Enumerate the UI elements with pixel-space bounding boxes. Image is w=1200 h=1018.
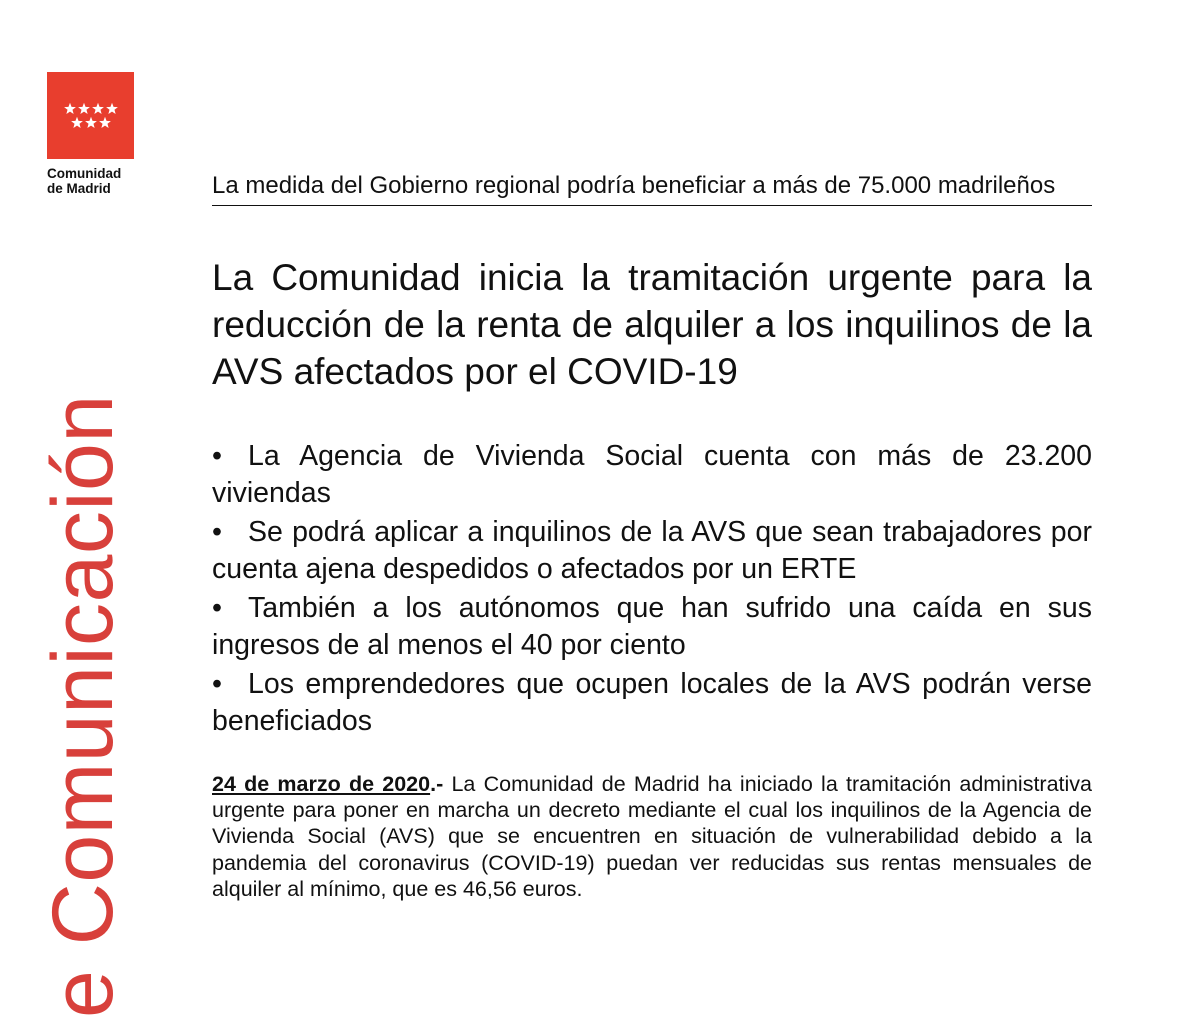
star-icon [64, 103, 76, 114]
organization-name-line2: de Madrid [47, 181, 111, 196]
organization-name-line1: Comunidad [47, 166, 122, 181]
bullet-icon: • [212, 440, 222, 472]
organization-name [47, 166, 157, 196]
highlight-text: Los emprendedores que ocupen locales de la AVS podrán verse beneficiados [212, 668, 1092, 737]
highlights-list [212, 438, 1092, 739]
highlight-item [212, 666, 1092, 739]
star-icon [99, 117, 111, 128]
headline: La Comunidad inicia la tramitación urgente para la reducción de la renta de alquiler a los inquilinos de la AVS afectados por el COVID-19 [212, 257, 1092, 392]
bullet-icon: • [212, 516, 222, 548]
bullet-icon: • [212, 668, 222, 700]
dateline: 24 de marzo de 2020 [212, 772, 431, 796]
dateline-separator: .- [430, 772, 444, 796]
star-icon [106, 103, 118, 114]
side-section-label: e Comunicación [35, 394, 131, 1018]
star-icon [78, 103, 90, 114]
highlight-item [212, 438, 1092, 511]
star-icon [92, 103, 104, 114]
star-icon [85, 117, 97, 128]
highlight-text: La Agencia de Vivienda Social cuenta con más de 23.200 viviendas [212, 440, 1092, 509]
bullet-icon: • [212, 592, 222, 624]
star-icon [71, 117, 83, 128]
highlight-text: También a los autónomos que han sufrido una caída en sus ingresos de al menos el 40 por ciento [212, 592, 1092, 661]
highlight-item [212, 590, 1092, 663]
highlight-item [212, 514, 1092, 587]
comunidad-madrid-logo [47, 72, 134, 159]
seven-stars-logo-icon [47, 72, 134, 159]
body-paragraph [212, 771, 1092, 902]
press-release-content [212, 170, 1092, 924]
highlight-text: Se podrá aplicar a inquilinos de la AVS que sean trabajadores por cuenta ajena despedidos o afectados por un ERTE [212, 516, 1092, 585]
kicker-subtitle: La medida del Gobierno regional podría beneficiar a más de 75.000 madrileños [212, 170, 1092, 206]
body-text: La Comunidad de Madrid ha iniciado la tramitación administrativa urgente para poner en marcha un decreto mediante el cual los inquilinos de la Agencia de Vivienda Social (AVS) que se encuentren en situación de vulnerabilidad debido a la pandemia del coronavirus (COVID-19) puedan ver reducidas sus rentas mensuales de alquiler al mínimo, que es 46,56 euros. [212, 772, 1092, 901]
